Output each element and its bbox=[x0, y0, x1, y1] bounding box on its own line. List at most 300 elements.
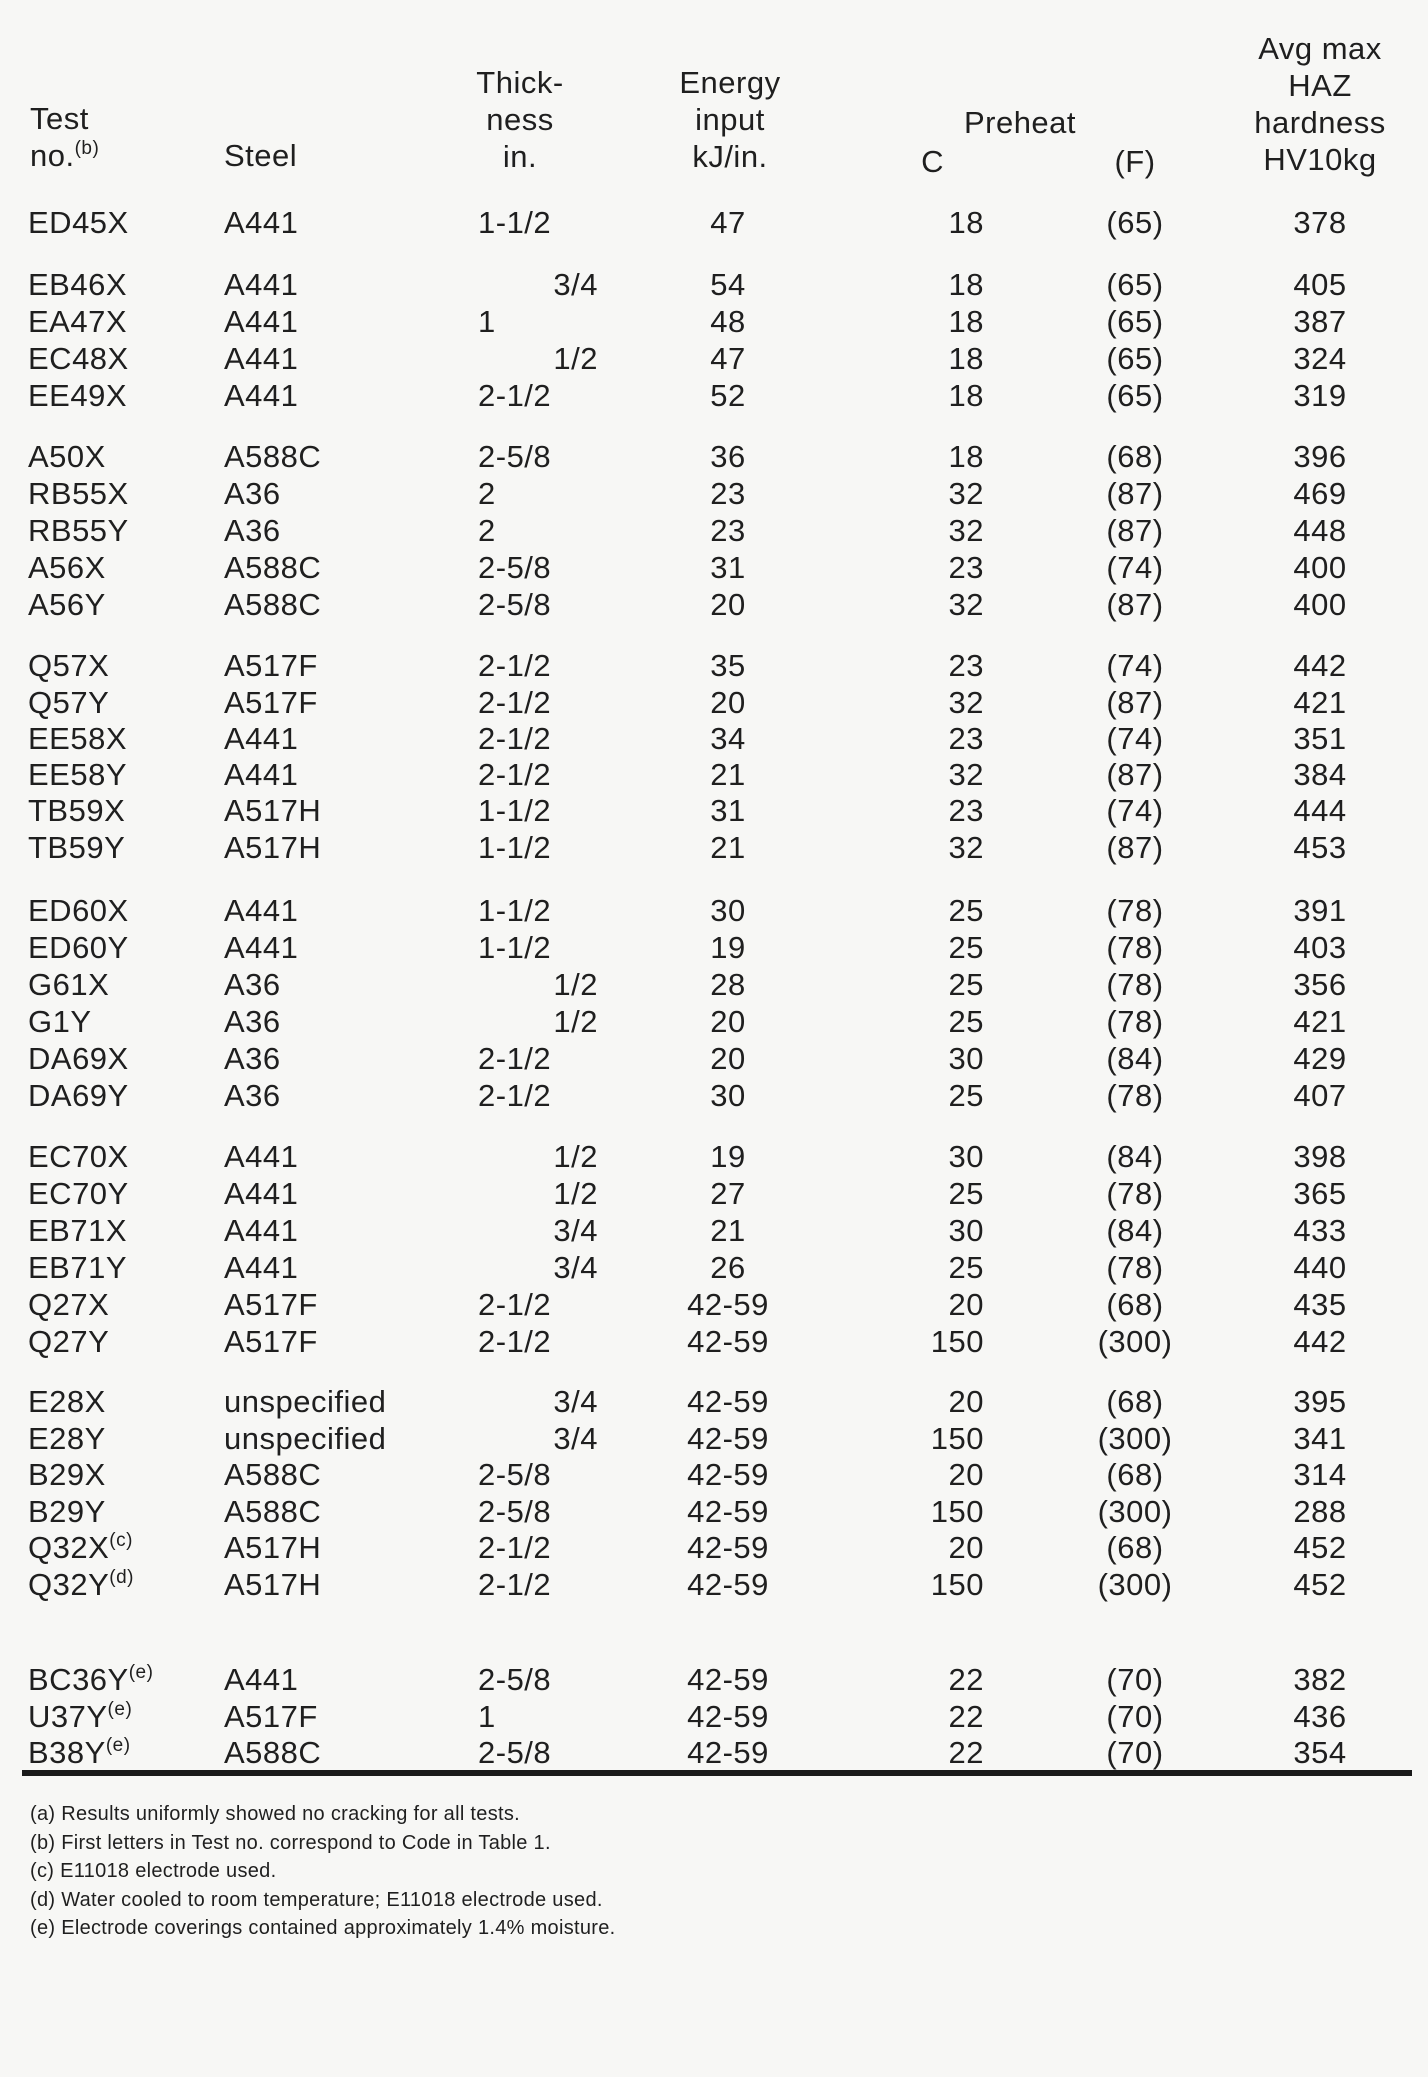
cell-hardness: 403 bbox=[1293, 930, 1347, 965]
cell-energy-input: 42-59 bbox=[687, 1530, 769, 1565]
cell-steel: A441 bbox=[224, 1139, 299, 1174]
cell-test-no: ED45X bbox=[28, 205, 129, 240]
cell-thickness: 1 bbox=[478, 304, 496, 339]
cell-preheat-c: 150 bbox=[930, 1494, 984, 1529]
cell-steel: A441 bbox=[224, 1213, 299, 1248]
cell-hardness: 405 bbox=[1293, 267, 1347, 302]
cell-preheat-c: 18 bbox=[948, 205, 984, 240]
cell-energy-input: 48 bbox=[710, 304, 746, 339]
table-row bbox=[0, 1039, 1428, 1079]
cell-thickness: 2-1/2 bbox=[478, 1041, 552, 1076]
cell-preheat-c: 18 bbox=[948, 267, 984, 302]
cell-hardness: 396 bbox=[1293, 439, 1347, 474]
table-row bbox=[0, 828, 1428, 868]
cell-hardness: 365 bbox=[1293, 1176, 1347, 1211]
cell-preheat-f: (84) bbox=[1106, 1139, 1164, 1174]
table-row bbox=[0, 203, 1428, 243]
cell-steel: A441 bbox=[224, 721, 299, 756]
cell-preheat-f: (300) bbox=[1097, 1421, 1173, 1456]
cell-preheat-f: (65) bbox=[1106, 378, 1164, 413]
cell-thickness: 3/4 bbox=[553, 1421, 598, 1456]
table-row bbox=[0, 1382, 1428, 1422]
table-row bbox=[0, 719, 1428, 759]
cell-thickness: 2-1/2 bbox=[478, 685, 552, 720]
footnote-ref: (c) bbox=[109, 1530, 133, 1551]
table-row bbox=[0, 1285, 1428, 1325]
cell-hardness: 378 bbox=[1293, 205, 1347, 240]
cell-preheat-c: 150 bbox=[930, 1421, 984, 1456]
cell-test-no: E28X bbox=[28, 1384, 106, 1419]
cell-preheat-c: 20 bbox=[948, 1530, 984, 1565]
cell-thickness: 2-1/2 bbox=[478, 1078, 552, 1113]
table-row bbox=[0, 339, 1428, 379]
cell-hardness: 398 bbox=[1293, 1139, 1347, 1174]
cell-test-no: EE49X bbox=[28, 378, 128, 413]
cell-hardness: 351 bbox=[1293, 721, 1347, 756]
cell-hardness: 354 bbox=[1293, 1735, 1347, 1770]
cell-energy-input: 42-59 bbox=[687, 1421, 769, 1456]
cell-hardness: 356 bbox=[1293, 967, 1347, 1002]
cell-energy-input: 19 bbox=[710, 930, 746, 965]
cell-steel: A517F bbox=[224, 1324, 318, 1359]
cell-preheat-f: (300) bbox=[1097, 1567, 1173, 1602]
table-row bbox=[0, 548, 1428, 588]
cell-thickness: 1/2 bbox=[553, 341, 598, 376]
cell-hardness: 453 bbox=[1293, 830, 1347, 865]
table-row bbox=[0, 1528, 1428, 1568]
table-row bbox=[0, 1455, 1428, 1495]
cell-hardness: 384 bbox=[1293, 757, 1347, 792]
cell-energy-input: 30 bbox=[710, 1078, 746, 1113]
cell-test-no: ED60X bbox=[28, 893, 129, 928]
cell-thickness: 1-1/2 bbox=[478, 205, 552, 240]
cell-test-no: EB71X bbox=[28, 1213, 128, 1248]
cell-preheat-f: (87) bbox=[1106, 476, 1164, 511]
cell-preheat-c: 23 bbox=[948, 721, 984, 756]
cell-energy-input: 36 bbox=[710, 439, 746, 474]
cell-preheat-c: 25 bbox=[948, 1250, 984, 1285]
cell-preheat-f: (74) bbox=[1106, 648, 1164, 683]
table-row bbox=[0, 791, 1428, 831]
cell-test-no: EE58Y bbox=[28, 757, 128, 792]
cell-steel: unspecified bbox=[224, 1421, 387, 1456]
cell-preheat-f: (87) bbox=[1106, 587, 1164, 622]
cell-hardness: 452 bbox=[1293, 1530, 1347, 1565]
cell-hardness: 314 bbox=[1293, 1457, 1347, 1492]
cell-test-no: $BC36Y^{(e)}$ bbox=[28, 1662, 154, 1697]
cell-hardness: 341 bbox=[1293, 1421, 1347, 1456]
cell-preheat-c: 18 bbox=[948, 341, 984, 376]
cell-steel: A588C bbox=[224, 439, 322, 474]
table-row bbox=[0, 1211, 1428, 1251]
cell-preheat-f: (78) bbox=[1106, 1078, 1164, 1113]
cell-preheat-f: (78) bbox=[1106, 1004, 1164, 1039]
cell-energy-input: 47 bbox=[710, 205, 746, 240]
footnote-c: (c) E11018 electrode used. bbox=[30, 1860, 277, 1882]
cell-energy-input: 42-59 bbox=[687, 1699, 769, 1734]
cell-preheat-f: (74) bbox=[1106, 793, 1164, 828]
header-preheat-f: (F) bbox=[1114, 144, 1156, 179]
cell-preheat-f: (65) bbox=[1106, 205, 1164, 240]
cell-preheat-f: (65) bbox=[1106, 267, 1164, 302]
cell-energy-input: 28 bbox=[710, 967, 746, 1002]
cell-thickness: 2-1/2 bbox=[478, 1324, 552, 1359]
cell-preheat-c: 32 bbox=[948, 476, 984, 511]
cell-preheat-c: 18 bbox=[948, 439, 984, 474]
cell-thickness: 3/4 bbox=[553, 1250, 598, 1285]
cell-energy-input: 54 bbox=[710, 267, 746, 302]
table-bottom-rule bbox=[22, 1770, 1412, 1776]
cell-steel: A517H bbox=[224, 793, 322, 828]
cell-hardness: 469 bbox=[1293, 476, 1347, 511]
cell-thickness: 1/2 bbox=[553, 1139, 598, 1174]
cell-energy-input: 19 bbox=[710, 1139, 746, 1174]
cell-preheat-c: 32 bbox=[948, 830, 984, 865]
cell-preheat-f: (68) bbox=[1106, 439, 1164, 474]
cell-test-no: TB59X bbox=[28, 793, 126, 828]
cell-steel: A36 bbox=[224, 1004, 281, 1039]
cell-thickness: 2-5/8 bbox=[478, 587, 552, 622]
cell-test-no: EC48X bbox=[28, 341, 129, 376]
cell-steel: A588C bbox=[224, 1494, 322, 1529]
cell-test-no: G1Y bbox=[28, 1004, 92, 1039]
cell-steel: A441 bbox=[224, 378, 299, 413]
cell-preheat-f: (74) bbox=[1106, 550, 1164, 585]
cell-steel: A588C bbox=[224, 1735, 322, 1770]
cell-preheat-f: (78) bbox=[1106, 1176, 1164, 1211]
cell-hardness: 395 bbox=[1293, 1384, 1347, 1419]
cell-preheat-c: 25 bbox=[948, 1004, 984, 1039]
cell-energy-input: 26 bbox=[710, 1250, 746, 1285]
cell-preheat-c: 23 bbox=[948, 793, 984, 828]
cell-hardness: 448 bbox=[1293, 513, 1347, 548]
footnote-b: (b) First letters in Test no. correspond to Code in Table 1. bbox=[30, 1832, 551, 1854]
table-row bbox=[0, 1174, 1428, 1214]
cell-steel: A588C bbox=[224, 587, 322, 622]
cell-preheat-c: 30 bbox=[948, 1139, 984, 1174]
table-row bbox=[0, 646, 1428, 686]
cell-thickness: 2-1/2 bbox=[478, 378, 552, 413]
cell-steel: A517H bbox=[224, 1530, 322, 1565]
cell-hardness: 435 bbox=[1293, 1287, 1347, 1322]
cell-thickness: 2-5/8 bbox=[478, 1662, 552, 1697]
cell-test-no: $B38Y^{(e)}$ bbox=[28, 1735, 131, 1770]
cell-steel: A36 bbox=[224, 1041, 281, 1076]
cell-thickness: 1-1/2 bbox=[478, 793, 552, 828]
cell-energy-input: 42-59 bbox=[687, 1567, 769, 1602]
table-row bbox=[0, 474, 1428, 514]
cell-hardness: 400 bbox=[1293, 550, 1347, 585]
cell-energy-input: 34 bbox=[710, 721, 746, 756]
cell-hardness: 442 bbox=[1293, 648, 1347, 683]
cell-steel: A517F bbox=[224, 1287, 318, 1322]
table-row bbox=[0, 376, 1428, 416]
cell-energy-input: 20 bbox=[710, 1004, 746, 1039]
header-preheat-c: C bbox=[921, 144, 944, 179]
cell-preheat-c: 32 bbox=[948, 757, 984, 792]
cell-preheat-f: (84) bbox=[1106, 1213, 1164, 1248]
cell-preheat-f: (78) bbox=[1106, 930, 1164, 965]
cell-test-no: EA47X bbox=[28, 304, 128, 339]
table-row bbox=[0, 1248, 1428, 1288]
cell-energy-input: 21 bbox=[710, 1213, 746, 1248]
cell-steel: A517F bbox=[224, 685, 318, 720]
cell-hardness: 452 bbox=[1293, 1567, 1347, 1602]
cell-hardness: 407 bbox=[1293, 1078, 1347, 1113]
cell-test-no: DA69Y bbox=[28, 1078, 129, 1113]
cell-hardness: 440 bbox=[1293, 1250, 1347, 1285]
cell-energy-input: 23 bbox=[710, 513, 746, 548]
cell-hardness: 421 bbox=[1293, 685, 1347, 720]
cell-thickness: 1-1/2 bbox=[478, 830, 552, 865]
cell-preheat-c: 150 bbox=[930, 1324, 984, 1359]
cell-energy-input: 31 bbox=[710, 793, 746, 828]
cell-steel: A588C bbox=[224, 550, 322, 585]
table-row bbox=[0, 511, 1428, 551]
cell-steel: A441 bbox=[224, 757, 299, 792]
cell-thickness: 2-1/2 bbox=[478, 721, 552, 756]
cell-test-no: $Q32Y^{(d)}$ bbox=[28, 1567, 135, 1602]
cell-test-no: E28Y bbox=[28, 1421, 106, 1456]
cell-preheat-c: 22 bbox=[948, 1662, 984, 1697]
table-row bbox=[0, 928, 1428, 968]
cell-hardness: 442 bbox=[1293, 1324, 1347, 1359]
cell-preheat-f: (70) bbox=[1106, 1699, 1164, 1734]
cell-hardness: 444 bbox=[1293, 793, 1347, 828]
footnote-a: (a) Results uniformly showed no cracking for all tests. bbox=[30, 1803, 521, 1825]
cell-steel: A36 bbox=[224, 1078, 281, 1113]
cell-steel: A441 bbox=[224, 1250, 299, 1285]
cell-hardness: 436 bbox=[1293, 1699, 1347, 1734]
cell-preheat-f: (65) bbox=[1106, 304, 1164, 339]
cell-thickness: 2-1/2 bbox=[478, 648, 552, 683]
cell-preheat-c: 25 bbox=[948, 1078, 984, 1113]
cell-thickness: 2-1/2 bbox=[478, 1287, 552, 1322]
cell-test-no: RB55X bbox=[28, 476, 129, 511]
footnote-ref: (d) bbox=[109, 1567, 135, 1588]
cell-energy-input: 20 bbox=[710, 685, 746, 720]
cell-steel: A517F bbox=[224, 648, 318, 683]
cell-preheat-f: (74) bbox=[1106, 721, 1164, 756]
cell-hardness: 433 bbox=[1293, 1213, 1347, 1248]
table-row bbox=[0, 1419, 1428, 1459]
cell-energy-input: 21 bbox=[710, 830, 746, 865]
table-row bbox=[0, 1137, 1428, 1177]
cell-energy-input: 30 bbox=[710, 893, 746, 928]
cell-steel: A36 bbox=[224, 967, 281, 1002]
cell-steel: A441 bbox=[224, 930, 299, 965]
cell-thickness: 2-1/2 bbox=[478, 1567, 552, 1602]
cell-preheat-f: (87) bbox=[1106, 685, 1164, 720]
cell-steel: A441 bbox=[224, 1662, 299, 1697]
cell-hardness: 387 bbox=[1293, 304, 1347, 339]
footnote-ref: (e) bbox=[128, 1662, 154, 1683]
cell-preheat-f: (78) bbox=[1106, 893, 1164, 928]
cell-thickness: 1/2 bbox=[553, 1004, 598, 1039]
cell-hardness: 324 bbox=[1293, 341, 1347, 376]
cell-preheat-c: 25 bbox=[948, 893, 984, 928]
cell-preheat-c: 25 bbox=[948, 1176, 984, 1211]
cell-energy-input: 47 bbox=[710, 341, 746, 376]
cell-preheat-c: 25 bbox=[948, 967, 984, 1002]
cell-test-no: DA69X bbox=[28, 1041, 129, 1076]
cell-preheat-f: (68) bbox=[1106, 1457, 1164, 1492]
cell-energy-input: 20 bbox=[710, 1041, 746, 1076]
cell-energy-input: 42-59 bbox=[687, 1287, 769, 1322]
cell-thickness: 2 bbox=[478, 513, 496, 548]
header-steel: Steel bbox=[224, 138, 298, 173]
cell-steel: A441 bbox=[224, 893, 299, 928]
cell-test-no: Q27Y bbox=[28, 1324, 110, 1359]
cell-thickness: 1/2 bbox=[553, 967, 598, 1002]
table-row bbox=[0, 683, 1428, 723]
cell-steel: A36 bbox=[224, 476, 281, 511]
cell-test-no: ED60Y bbox=[28, 930, 129, 965]
cell-test-no: Q57X bbox=[28, 648, 110, 683]
cell-thickness: 2-5/8 bbox=[478, 1735, 552, 1770]
cell-test-no: A56Y bbox=[28, 587, 106, 622]
cell-test-no: RB55Y bbox=[28, 513, 129, 548]
cell-steel: unspecified bbox=[224, 1384, 387, 1419]
table-row bbox=[0, 302, 1428, 342]
cell-preheat-c: 32 bbox=[948, 587, 984, 622]
cell-preheat-c: 23 bbox=[948, 648, 984, 683]
cell-thickness: 3/4 bbox=[553, 1213, 598, 1248]
cell-steel: A517H bbox=[224, 1567, 322, 1602]
cell-energy-input: 42-59 bbox=[687, 1324, 769, 1359]
cell-thickness: 2 bbox=[478, 476, 496, 511]
header-test-no: Test no.$^{(b)}$ bbox=[30, 101, 100, 173]
cell-preheat-c: 25 bbox=[948, 930, 984, 965]
cell-energy-input: 27 bbox=[710, 1176, 746, 1211]
table-row bbox=[0, 1733, 1428, 1773]
cell-energy-input: 21 bbox=[710, 757, 746, 792]
cell-preheat-f: (84) bbox=[1106, 1041, 1164, 1076]
cell-thickness: 1-1/2 bbox=[478, 930, 552, 965]
cell-steel: A441 bbox=[224, 205, 299, 240]
cell-steel: A517H bbox=[224, 830, 322, 865]
cell-test-no: G61X bbox=[28, 967, 110, 1002]
cell-preheat-f: (87) bbox=[1106, 513, 1164, 548]
cell-steel: A588C bbox=[224, 1457, 322, 1492]
cell-test-no: Q57Y bbox=[28, 685, 110, 720]
cell-thickness: 1-1/2 bbox=[478, 893, 552, 928]
cell-energy-input: 42-59 bbox=[687, 1494, 769, 1529]
footnote-d: (d) Water cooled to room temperature; E11018 electrode used. bbox=[30, 1889, 603, 1911]
cell-thickness: 3/4 bbox=[553, 1384, 598, 1419]
table-row bbox=[0, 437, 1428, 477]
footnote-e: (e) Electrode coverings contained approximately 1.4% moisture. bbox=[30, 1917, 616, 1939]
cell-test-no: Q27X bbox=[28, 1287, 110, 1322]
cell-preheat-c: 22 bbox=[948, 1735, 984, 1770]
cell-thickness: 1/2 bbox=[553, 1176, 598, 1211]
cell-energy-input: 20 bbox=[710, 587, 746, 622]
cell-steel: A441 bbox=[224, 267, 299, 302]
cell-test-no: TB59Y bbox=[28, 830, 126, 865]
cell-thickness: 2-5/8 bbox=[478, 1457, 552, 1492]
table-row bbox=[0, 755, 1428, 795]
cell-hardness: 391 bbox=[1293, 893, 1347, 928]
table-row bbox=[0, 1492, 1428, 1532]
cell-test-no: EC70Y bbox=[28, 1176, 129, 1211]
cell-preheat-f: (68) bbox=[1106, 1384, 1164, 1419]
cell-test-no: EB71Y bbox=[28, 1250, 128, 1285]
cell-preheat-c: 18 bbox=[948, 378, 984, 413]
table-row bbox=[0, 891, 1428, 931]
cell-steel: A36 bbox=[224, 513, 281, 548]
cell-preheat-f: (300) bbox=[1097, 1324, 1173, 1359]
cell-preheat-f: (68) bbox=[1106, 1287, 1164, 1322]
cell-test-no: $Q32X^{(c)}$ bbox=[28, 1530, 133, 1565]
cell-hardness: 421 bbox=[1293, 1004, 1347, 1039]
cell-preheat-c: 32 bbox=[948, 685, 984, 720]
table-row bbox=[0, 1660, 1428, 1700]
cell-energy-input: 42-59 bbox=[687, 1662, 769, 1697]
table-row bbox=[0, 1565, 1428, 1605]
cell-test-no: A56X bbox=[28, 550, 106, 585]
cell-test-no: B29X bbox=[28, 1457, 106, 1492]
cell-hardness: 400 bbox=[1293, 587, 1347, 622]
cell-preheat-f: (87) bbox=[1106, 757, 1164, 792]
cell-preheat-c: 23 bbox=[948, 550, 984, 585]
cell-preheat-c: 18 bbox=[948, 304, 984, 339]
cell-hardness: 382 bbox=[1293, 1662, 1347, 1697]
cell-energy-input: 42-59 bbox=[687, 1457, 769, 1492]
cell-preheat-c: 30 bbox=[948, 1213, 984, 1248]
cell-preheat-c: 150 bbox=[930, 1567, 984, 1602]
cell-test-no: B29Y bbox=[28, 1494, 106, 1529]
footnote-ref: (e) bbox=[105, 1735, 131, 1756]
cell-test-no: EE58X bbox=[28, 721, 128, 756]
cell-preheat-c: 20 bbox=[948, 1287, 984, 1322]
header-energy-input: Energy input kJ/in. bbox=[679, 65, 781, 174]
cell-preheat-c: 22 bbox=[948, 1699, 984, 1734]
cell-preheat-c: 20 bbox=[948, 1384, 984, 1419]
cell-test-no: EB46X bbox=[28, 267, 128, 302]
cell-thickness: 2-5/8 bbox=[478, 439, 552, 474]
table-row bbox=[0, 1322, 1428, 1362]
cell-thickness: 2-5/8 bbox=[478, 550, 552, 585]
cell-steel: A517F bbox=[224, 1699, 318, 1734]
header-thickness: Thick- ness in. bbox=[476, 65, 564, 174]
header-preheat: Preheat bbox=[963, 105, 1077, 140]
cell-energy-input: 52 bbox=[710, 378, 746, 413]
cell-steel: A441 bbox=[224, 341, 299, 376]
table-row bbox=[0, 585, 1428, 625]
cell-preheat-f: (65) bbox=[1106, 341, 1164, 376]
cell-preheat-c: 20 bbox=[948, 1457, 984, 1492]
table-row bbox=[0, 265, 1428, 305]
cell-preheat-f: (68) bbox=[1106, 1530, 1164, 1565]
table-row bbox=[0, 1076, 1428, 1116]
cell-thickness: 2-1/2 bbox=[478, 1530, 552, 1565]
cell-steel: A441 bbox=[224, 1176, 299, 1211]
table-row bbox=[0, 1697, 1428, 1737]
cell-energy-input: 42-59 bbox=[687, 1735, 769, 1770]
footnote-ref: (e) bbox=[107, 1699, 133, 1720]
cell-energy-input: 31 bbox=[710, 550, 746, 585]
table-row bbox=[0, 1002, 1428, 1042]
cell-preheat-f: (70) bbox=[1106, 1662, 1164, 1697]
cell-thickness: 2-1/2 bbox=[478, 757, 552, 792]
cell-energy-input: 23 bbox=[710, 476, 746, 511]
table-row bbox=[0, 965, 1428, 1005]
cell-test-no: A50X bbox=[28, 439, 106, 474]
header-hardness: Avg max HAZ hardness HV10kg bbox=[1254, 31, 1386, 177]
cell-hardness: 288 bbox=[1293, 1494, 1347, 1529]
cell-preheat-c: 32 bbox=[948, 513, 984, 548]
cell-steel: A441 bbox=[224, 304, 299, 339]
